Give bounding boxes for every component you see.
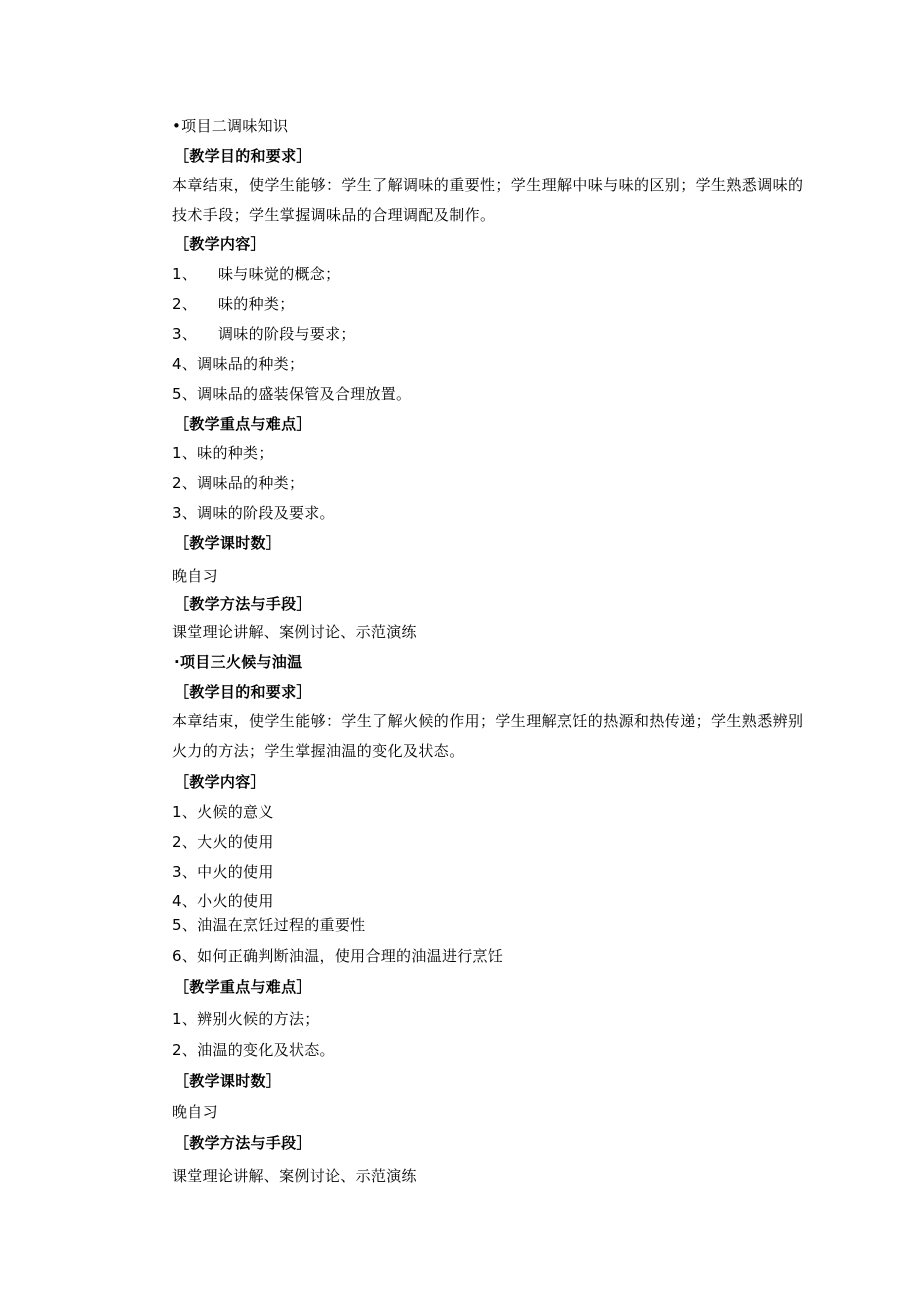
project2-goal-text: 本章结束，使学生能够：学生了解调味的重要性；学生理解中味与味的区别；学生熟悉调味的技术手段；学生掌握调味品的合理调配及制作。 (172, 176, 804, 224)
project2-content-heading: ［教学内容］ (174, 235, 266, 253)
project2-content-item (172, 384, 411, 404)
project3-title: ·项目三火候与油温 (174, 653, 303, 671)
project3-goal-text: 本章结束，使学生能够：学生了解火候的作用；学生理解烹饪的热源和热传递；学生熟悉辨别火力的方法；学生掌握油温的变化及状态。 (172, 712, 804, 760)
item-text: 味与味觉的概念； (218, 265, 341, 283)
project2-method-heading: ［教学方法与手段］ (174, 595, 312, 613)
item-number: 5、 (172, 385, 198, 403)
project2-method-text: 课堂理论讲解、案例讨论、示范演练 (172, 623, 417, 641)
project3-goal-heading: ［教学目的和要求］ (174, 683, 312, 701)
project2-key-item: 2、调味品的种类； (172, 474, 305, 492)
project2-hours-text: 晚自习 (172, 567, 218, 585)
project2-hours-heading: ［教学课时数］ (174, 534, 282, 552)
item-number: 3、 (172, 325, 198, 343)
project3-content-item: 3、中火的使用 (172, 863, 274, 881)
project2-title: •项目二调味知识 (172, 117, 289, 135)
project2-content-item (172, 294, 295, 314)
project3-content-item: 1、火候的意义 (172, 803, 274, 821)
project2-key-heading: ［教学重点与难点］ (174, 415, 312, 433)
project2-content-item (172, 354, 304, 374)
project3-key-item: 1、辨别火候的方法； (172, 1010, 320, 1028)
project3-content-item: 5、油温在烹饪过程的重要性 (172, 916, 366, 934)
project3-key-heading: ［教学重点与难点］ (174, 978, 312, 996)
project3-content-item: 6、如何正确判断油温，使用合理的油温进行烹饪 (172, 947, 504, 965)
project3-method-heading: ［教学方法与手段］ (174, 1134, 312, 1152)
project3-content-item: 4、小火的使用 (172, 892, 274, 910)
project3-content-item: 2、大火的使用 (172, 833, 274, 851)
project3-content-heading: ［教学内容］ (174, 773, 266, 791)
project3-key-item: 2、油温的变化及状态。 (172, 1041, 335, 1059)
item-text: 味的种类； (218, 295, 295, 313)
project2-key-item: 3、调味的阶段及要求。 (172, 504, 335, 522)
project3-method-text: 课堂理论讲解、案例讨论、示范演练 (172, 1167, 417, 1185)
item-text: 调味的阶段与要求； (218, 325, 356, 343)
item-number: 1、 (172, 265, 198, 283)
item-text: 调味品的盛装保管及合理放置。 (197, 385, 412, 403)
item-number: 2、 (172, 295, 198, 313)
item-text: 调味品的种类； (197, 355, 305, 373)
project2-content-item (172, 264, 340, 284)
project3-hours-text: 晚自习 (172, 1103, 218, 1121)
item-number: 4、 (172, 355, 198, 373)
project2-key-item: 1、味的种类； (172, 444, 274, 462)
project2-content-item (172, 324, 356, 344)
project3-hours-heading: ［教学课时数］ (174, 1072, 282, 1090)
project2-goal-heading: ［教学目的和要求］ (174, 147, 312, 165)
